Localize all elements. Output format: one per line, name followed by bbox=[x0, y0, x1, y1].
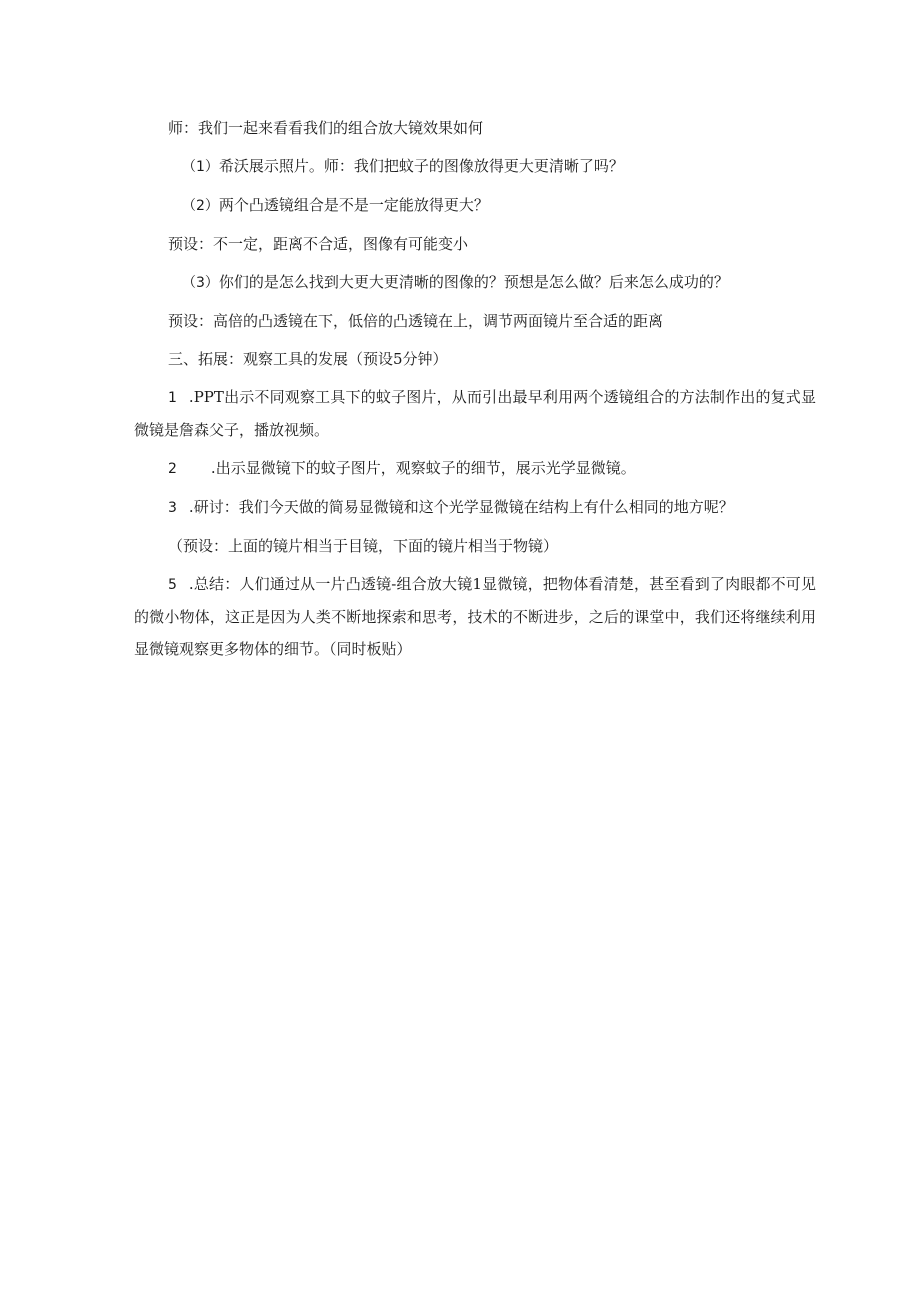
paragraph-text: .总结：人们通过从一片凸透镜-组合放大镜1显微镜，把物体看清楚，甚至看到了肉眼都不可见的微小物体，这正是因为人类不断地探索和思考，技术的不断进步，之后的课堂中，我们还将继续利用显微镜观察更多物体的细节。（同时板贴） bbox=[134, 575, 816, 658]
paragraph-text: 预设：高倍的凸透镜在下，低倍的凸透镜在上，调节两面镜片至合适的距离 bbox=[168, 312, 664, 330]
paragraph-preset-2 bbox=[134, 305, 816, 337]
paragraph-text: .出示显微镜下的蚊子图片，观察蚊子的细节，展示光学显微镜。 bbox=[210, 459, 636, 477]
item-number: （2） bbox=[182, 198, 219, 214]
paragraph-teacher-intro bbox=[134, 112, 816, 144]
paragraph-step-2 bbox=[134, 452, 816, 485]
item-number: （3） bbox=[182, 275, 219, 291]
paragraph-preset-3 bbox=[134, 530, 816, 562]
step-number: 3 bbox=[168, 500, 177, 516]
paragraph-text: 两个凸透镜组合是不是一定能放得更大？ bbox=[218, 196, 489, 214]
paragraph-text: （预设：上面的镜片相当于目镜，下面的镜片相当于物镜） bbox=[168, 537, 559, 555]
paragraph-step-3 bbox=[134, 491, 816, 524]
document-body bbox=[134, 112, 816, 665]
step-number: 5 bbox=[168, 577, 177, 593]
paragraph-text: 希沃展示照片。师：我们把蚊子的图像放得更大更清晰了吗？ bbox=[218, 157, 624, 175]
paragraph-text: 预设：不一定，距离不合适，图像有可能变小 bbox=[168, 235, 469, 253]
item-number: （1） bbox=[182, 159, 219, 175]
paragraph-step-5 bbox=[134, 568, 816, 665]
paragraph-item-2 bbox=[134, 189, 816, 222]
section-heading-extension bbox=[134, 343, 816, 375]
paragraph-text: .PPT出示不同观察工具下的蚊子图片，从而引出最早利用两个透镜组合的方法制作出的复式显微镜是詹森父子，播放视频。 bbox=[134, 388, 816, 439]
paragraph-preset-1 bbox=[134, 228, 816, 260]
paragraph-text: 师：我们一起来看看我们的组合放大镜效果如何 bbox=[168, 119, 484, 137]
step-number: 1 bbox=[168, 390, 177, 406]
paragraph-text: 你们的是怎么找到大更大更清晰的图像的？预想是怎么做？后来怎么成功的？ bbox=[218, 273, 729, 291]
paragraph-item-1 bbox=[134, 150, 816, 183]
section-heading-text: 三、拓展：观察工具的发展（预设5分钟） bbox=[168, 350, 448, 368]
step-number: 2 bbox=[168, 461, 177, 477]
paragraph-item-3 bbox=[134, 266, 816, 299]
paragraph-step-1 bbox=[134, 381, 816, 446]
paragraph-text: .研讨：我们今天做的简易显微镜和这个光学显微镜在结构上有什么相同的地方呢？ bbox=[188, 498, 734, 516]
